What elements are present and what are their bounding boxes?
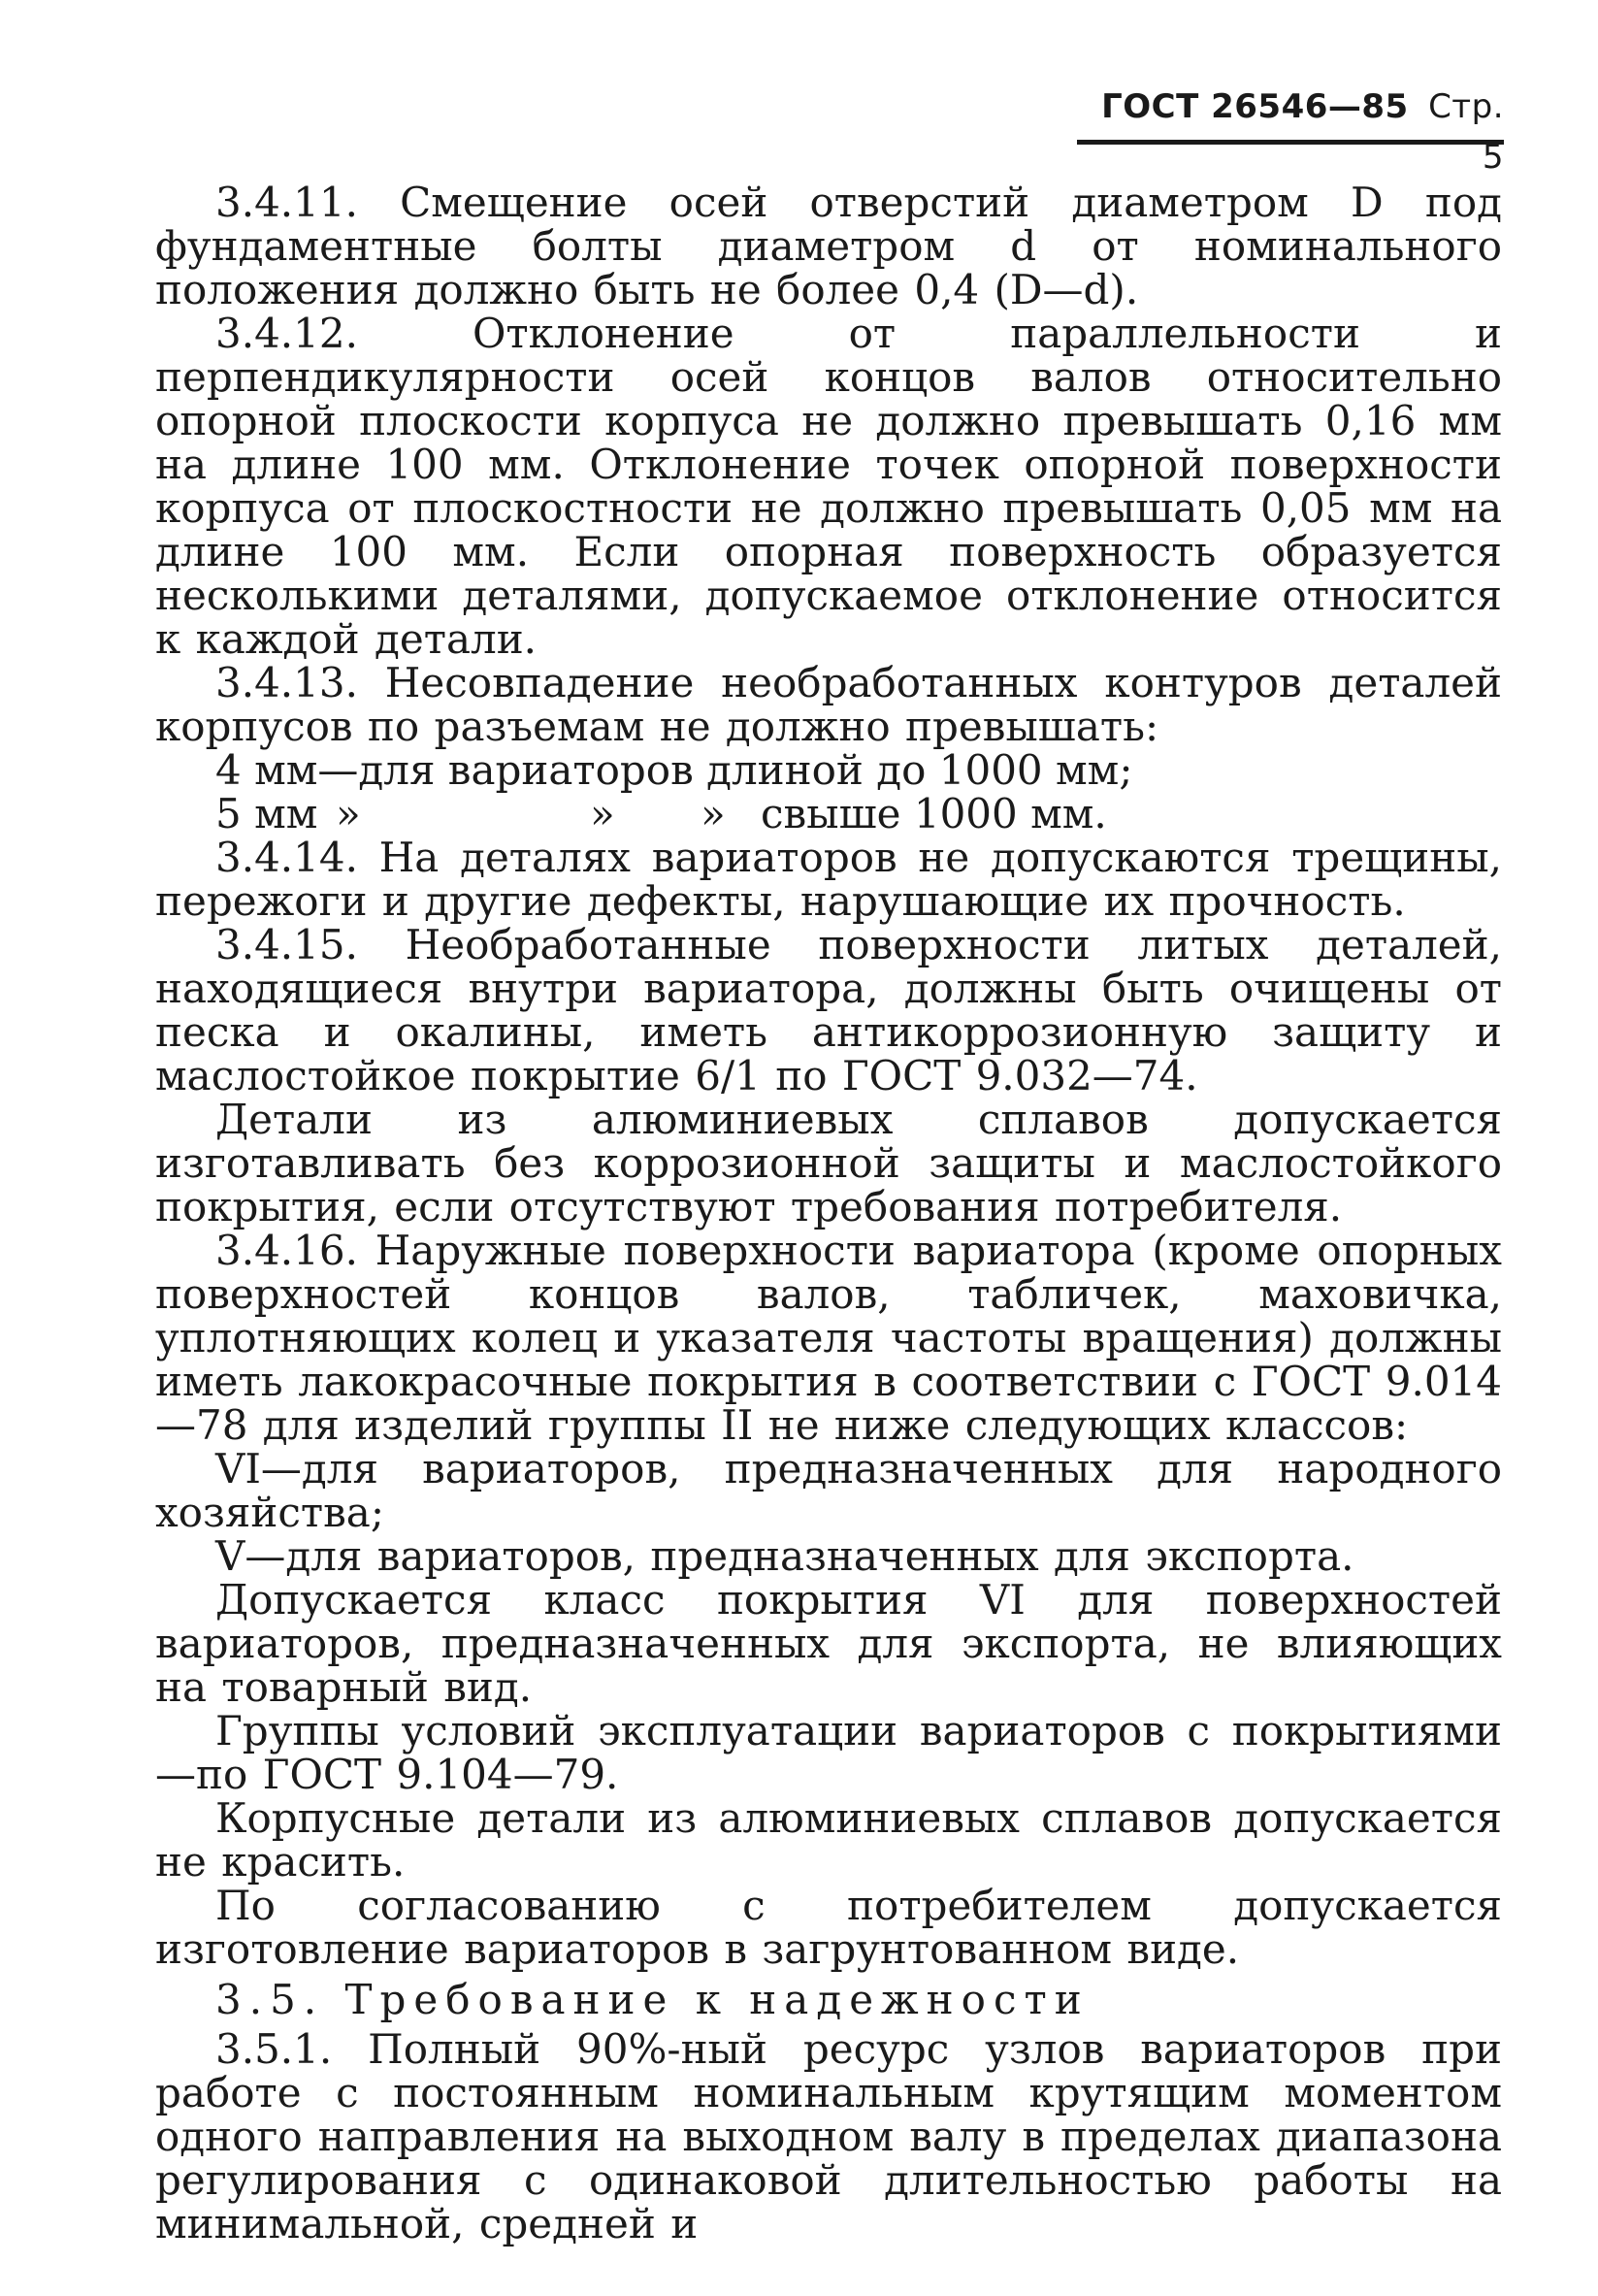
list-item-5mm xyxy=(155,792,1502,836)
clause-3-4-16: 3.4.16. Наружные поверхности вариатора (кроме опорных поверхностей концов валов, табличек, маховичка, уплотняющих колец и указателя частоты вращения) должны иметь лакокрасочные покрытия в соответствии с ГОСТ 9.014—78 для изделий группы II не ниже следующих классов: xyxy=(155,1227,1502,1449)
header-doc-code: ГОСТ 26546—85 xyxy=(1101,87,1409,126)
clause-3-4-13: 3.4.13. Несовпадение необработанных контуров деталей корпусов по разъемам не должно превышать: xyxy=(155,659,1502,750)
header-page-label: Стр. 5 xyxy=(1428,87,1504,177)
running-header xyxy=(1077,82,1504,177)
paragraph-body-parts: Корпусные детали из алюминиевых сплавов допускается не красить. xyxy=(155,1794,1502,1886)
clause-3-4-11: 3.4.11. Смещение осей отверстий диаметром D под фундаментные болты диаметром d от номинального положения должно быть не более 0,4 (D—d). xyxy=(155,179,1502,313)
clause-3-4-12: 3.4.12. Отклонение от параллельности и перпендикулярности осей концов валов относительно опорной плоскости корпуса не должно превышать 0,16 мм на длине 100 мм. Отклонение точек опорной поверхности корпуса от плоскостности не должно превышать 0,05 мм на длине 100 мм. Если опорная поверхность образуется несколькими деталями, допускаемое отклонение относится к каждой детали. xyxy=(155,310,1502,663)
list-item-4mm: 4 мм—для вариаторов длиной до 1000 мм; xyxy=(215,746,1133,794)
paragraph-class-v: V—для вариаторов, предназначенных для экспорта. xyxy=(215,1532,1354,1580)
body-text xyxy=(155,180,1502,2246)
clause-3-5-1: 3.5.1. Полный 90%-ный ресурс узлов вариаторов при работе с постоянным номинальным крутящим моментом одного направления на выходном валу в пределах диапазона регулирования с одинаковой длительностью работы на минимальной, средней и xyxy=(155,2025,1502,2247)
paragraph-primed: По согласованию с потребителем допускается изготовление вариаторов в загрунтованном виде. xyxy=(155,1882,1502,1973)
ditto-value: 5 мм xyxy=(215,790,318,837)
paragraph-aluminium-parts: Детали из алюминиевых сплавов допускается изготавливать без коррозионной защиты и маслостойкого покрытия, если отсутствуют требования потребителя. xyxy=(155,1096,1502,1230)
clause-3-4-14: 3.4.14. На деталях вариаторов не допускаются трещины, пережоги и другие дефекты, нарушающие их прочность. xyxy=(155,834,1502,925)
section-heading-3-5: 3.5. Требование к надежности xyxy=(215,1976,1090,2023)
ditto-mark: » xyxy=(336,790,361,837)
ditto-mark: » xyxy=(590,790,615,837)
paragraph-class-vi: VI—для вариаторов, предназначенных для народного хозяйства; xyxy=(155,1445,1502,1536)
clause-3-4-15: 3.4.15. Необработанные поверхности литых деталей, находящиеся внутри вариатора, должны быть очищены от песка и окалины, иметь антикоррозионную защиту и маслостойкое покрытие 6/1 по ГОСТ 9.032—74. xyxy=(155,921,1502,1099)
ditto-tail: свыше 1000 мм. xyxy=(761,790,1107,837)
paragraph-allowed-class-vi: Допускается класс покрытия VI для поверхностей вариаторов, предназначенных для экспорта, не влияющих на товарный вид. xyxy=(155,1576,1502,1711)
paragraph-operating-groups: Группы условий эксплуатации вариаторов с покрытиями—по ГОСТ 9.104—79. xyxy=(155,1707,1502,1798)
ditto-mark: » xyxy=(701,790,726,837)
